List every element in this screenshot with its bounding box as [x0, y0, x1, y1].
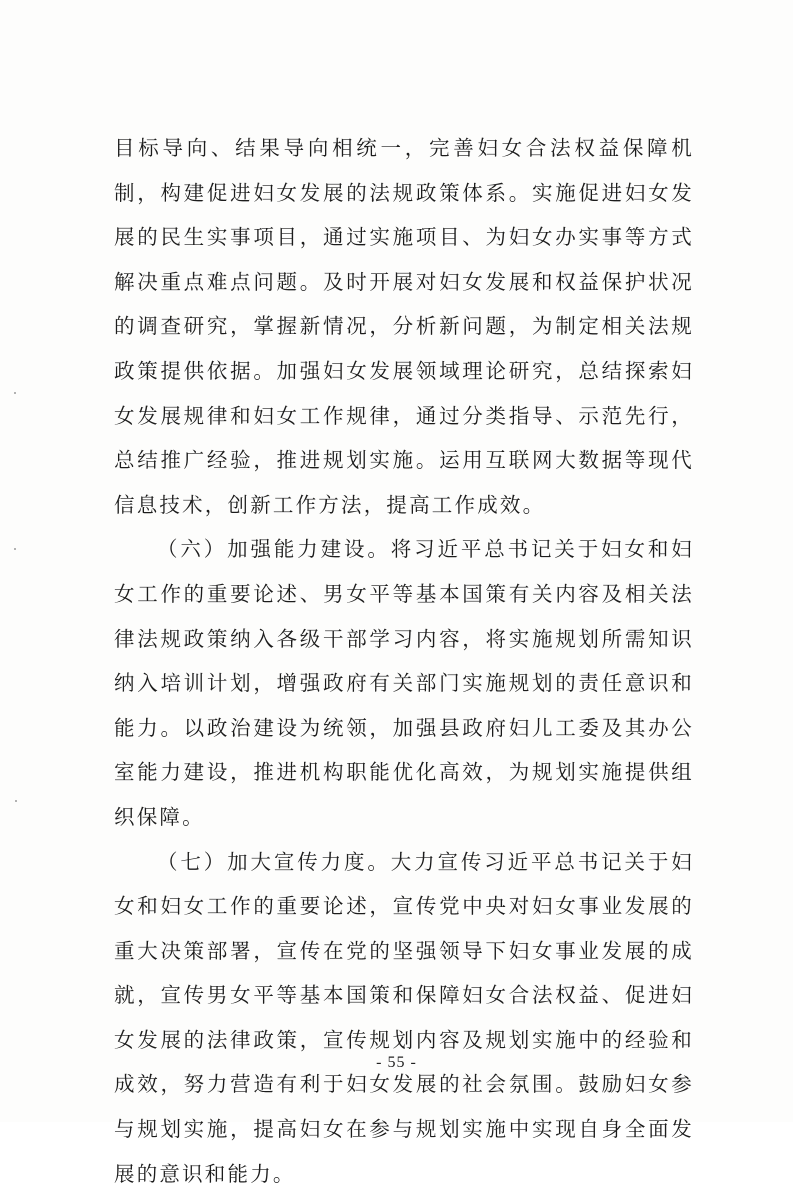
scan-speck [15, 800, 17, 802]
scan-speck [14, 392, 16, 394]
paragraph-continuation: 目标导向、结果导向相统一，完善妇女合法权益保障机制，构建促进妇女发展的法规政策体系。实施促进妇女发展的民生实事项目，通过实施项目、为妇女办实事等方式解决重点难点问题。及时开展对妇女发展和权益保护状况的调查研究，掌握新情况，分析新问题，为制定相关法规政策提供依据。加强妇女发展领域理论研究，总结探索妇女发展规律和妇女工作规律，通过分类指导、示范先行，总结推广经验，推进规划实施。运用互联网大数据等现代信息技术，创新工作方法，提高工作成效。 [114, 126, 694, 527]
page-number: - 55 - [0, 1054, 793, 1072]
paragraph-capacity-building: （六）加强能力建设。将习近平总书记关于妇女和妇女工作的重要论述、男女平等基本国策有关内容及相关法律法规政策纳入各级干部学习内容，将实施规划所需知识纳入培训计划，增强政府有关部门实施规划的责任意识和能力。以政治建设为统领，加强县政府妇儿工委及其办公室能力建设，推进机构职能优化高效，为规划实施提供组织保障。 [114, 527, 694, 839]
paragraph-publicity: （七）加大宣传力度。大力宣传习近平总书记关于妇女和妇女工作的重要论述，宣传党中央对妇女事业发展的重大决策部署，宣传在党的坚强领导下妇女事业发展的成就，宣传男女平等基本国策和保障妇女合法权益、促进妇女发展的法律政策，宣传规划内容及规划实施中的经验和成效，努力营造有利于妇女发展的社会氛围。鼓励妇女参与规划实施，提高妇女在参与规划实施中实现自身全面发展的意识和能力。 [114, 840, 694, 1196]
body-text [114, 126, 694, 1196]
scan-speck [14, 548, 16, 550]
